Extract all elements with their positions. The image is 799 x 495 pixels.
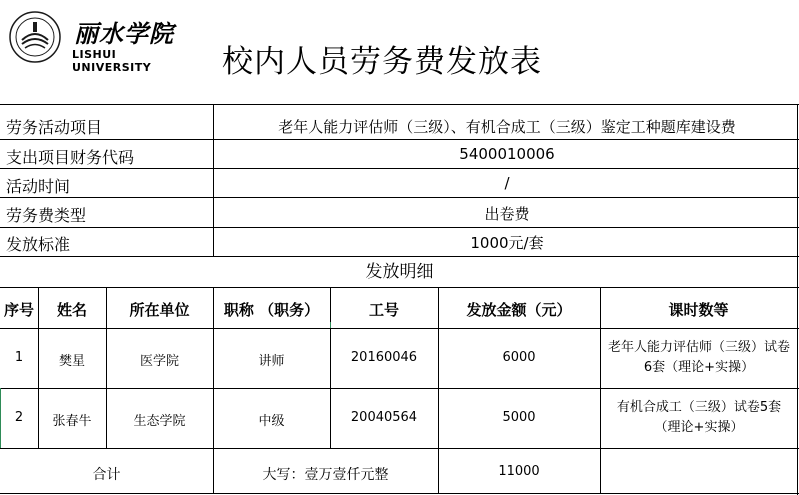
info-label: 发放标准 bbox=[6, 235, 71, 254]
header-amount: 发放金额（元） bbox=[466, 301, 572, 319]
cell-name: 樊星 bbox=[58, 354, 85, 369]
section-title: 发放明细 bbox=[365, 262, 434, 282]
total-amount: 11000 bbox=[498, 464, 540, 479]
total-uppercase: 大写：壹万壹仟元整 bbox=[262, 467, 389, 483]
info-label: 劳务活动项目 bbox=[6, 118, 103, 137]
grid-line bbox=[0, 168, 799, 169]
header-unit: 所在单位 bbox=[129, 301, 190, 319]
cell-unit: 生态学院 bbox=[133, 414, 186, 429]
header-title: 职称 （职务） bbox=[223, 301, 320, 319]
info-value: 出卷费 bbox=[484, 205, 530, 223]
cell-unit: 医学院 bbox=[139, 354, 179, 369]
info-value: 老年人能力评估师（三级）、有机合成工（三级）鉴定工种题库建设费 bbox=[278, 118, 736, 136]
header-hours: 课时数等 bbox=[668, 301, 729, 319]
grid-line bbox=[0, 104, 799, 105]
cell-marker bbox=[330, 322, 331, 328]
cell-title: 中级 bbox=[258, 414, 285, 429]
total-label: 合计 bbox=[92, 467, 121, 483]
grid-line bbox=[213, 104, 214, 256]
cell-name: 张春牛 bbox=[52, 414, 92, 429]
grid-line bbox=[0, 287, 799, 288]
university-seal-icon bbox=[8, 10, 62, 64]
cell-amount: 6000 bbox=[502, 350, 536, 365]
grid-line bbox=[0, 227, 799, 228]
cell-hours: 老年人能力评估师（三级）试卷6套（理论+实操） bbox=[607, 340, 790, 375]
grid-line bbox=[0, 493, 799, 494]
info-label: 支出项目财务代码 bbox=[6, 148, 135, 167]
header-staff-id: 工号 bbox=[368, 301, 399, 319]
grid-line bbox=[0, 388, 799, 389]
info-value: / bbox=[504, 174, 510, 192]
grid-line bbox=[0, 197, 799, 198]
info-label: 劳务费类型 bbox=[6, 206, 87, 225]
logo-english-name: LISHUI UNIVERSITY bbox=[72, 48, 152, 74]
info-value: 5400010006 bbox=[459, 145, 555, 163]
header-name: 姓名 bbox=[56, 301, 87, 319]
info-label: 活动时间 bbox=[6, 177, 71, 196]
grid-line bbox=[0, 448, 799, 449]
cell-no: 2 bbox=[14, 410, 24, 425]
cell-hours: 有机合成工（三级）试卷5套（理论+实操） bbox=[616, 400, 782, 435]
header-no: 序号 bbox=[3, 301, 34, 319]
cell-staff-id: 20160046 bbox=[350, 350, 418, 365]
cell-staff-id: 20040564 bbox=[350, 410, 418, 425]
info-value: 1000元/套 bbox=[470, 234, 544, 252]
grid-line bbox=[0, 139, 799, 140]
document-title: 校内人员劳务费发放表 bbox=[222, 44, 542, 80]
document-header bbox=[0, 0, 799, 104]
cell-title: 讲师 bbox=[258, 354, 285, 369]
cell-amount: 5000 bbox=[502, 410, 536, 425]
logo-chinese-name: 丽水学院 bbox=[74, 19, 174, 48]
university-logo bbox=[8, 10, 188, 74]
cell-no: 1 bbox=[14, 350, 24, 365]
grid-line bbox=[0, 328, 799, 329]
